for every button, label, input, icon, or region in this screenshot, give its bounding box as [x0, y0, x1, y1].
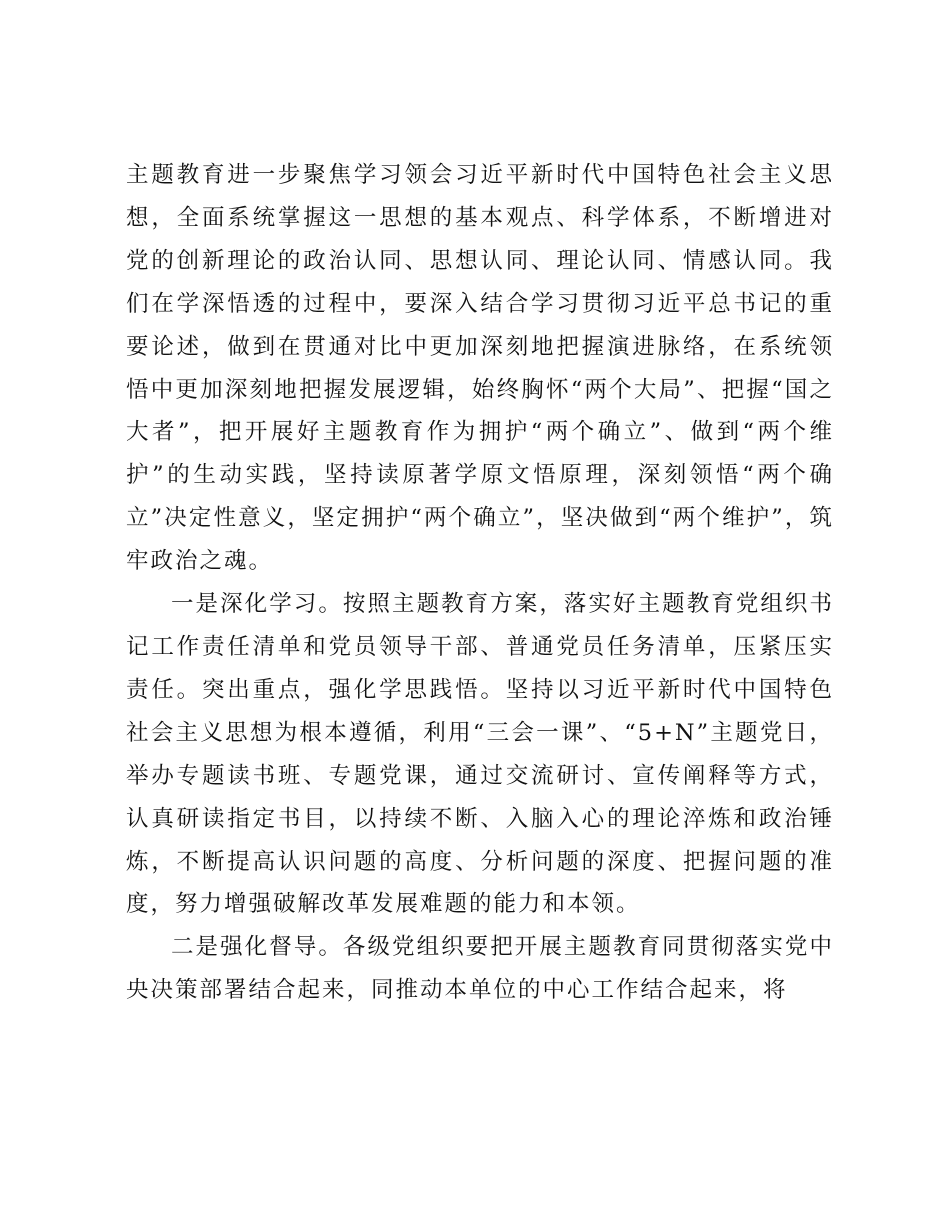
- document-body: [126, 154, 834, 1012]
- paragraph-strengthen-supervision: 二是强化督导。各级党组织要把开展主题教育同贯彻落实党中央决策部署结合起来，同推动本单位的中心工作结合起来，将: [126, 934, 834, 1004]
- paragraph-deepen-study: 一是深化学习。按照主题教育方案，落实好主题教育党组织书记工作责任清单和党员领导干部、普通党员任务清单，压紧压实责任。突出重点，强化学思践悟。坚持以习近平新时代中国特色社会主义思想为根本遵循，利用“三会一课”、“5+N”主题党日，举办专题读书班、专题党课，通过交流研讨、宣传阐释等方式，认真研读指定书目，以持续不断、入脑入心的理论淬炼和政治锤炼，不断提高认识问题的高度、分析问题的深度、把握问题的准度，努力增强破解改革发展难题的能力和本领。: [126, 591, 834, 918]
- paragraph-intro: 主题教育进一步聚焦学习领会习近平新时代中国特色社会主义思想，全面系统掌握这一思想的基本观点、科学体系，不断增进对党的创新理论的政治认同、思想认同、理论认同、情感认同。我们在学深悟透的过程中，要深入结合学习贯彻习近平总书记的重要论述，做到在贯通对比中更加深刻地把握演进脉络，在系统领悟中更加深刻地把握发展逻辑，始终胸怀“两个大局”、把握“国之大者”，把开展好主题教育作为拥护“两个确立”、做到“两个维护”的生动实践，坚持读原著学原文悟原理，深刻领悟“两个确立”决定性意义，坚定拥护“两个确立”，坚决做到“两个维护”，筑牢政治之魂。: [126, 162, 834, 575]
